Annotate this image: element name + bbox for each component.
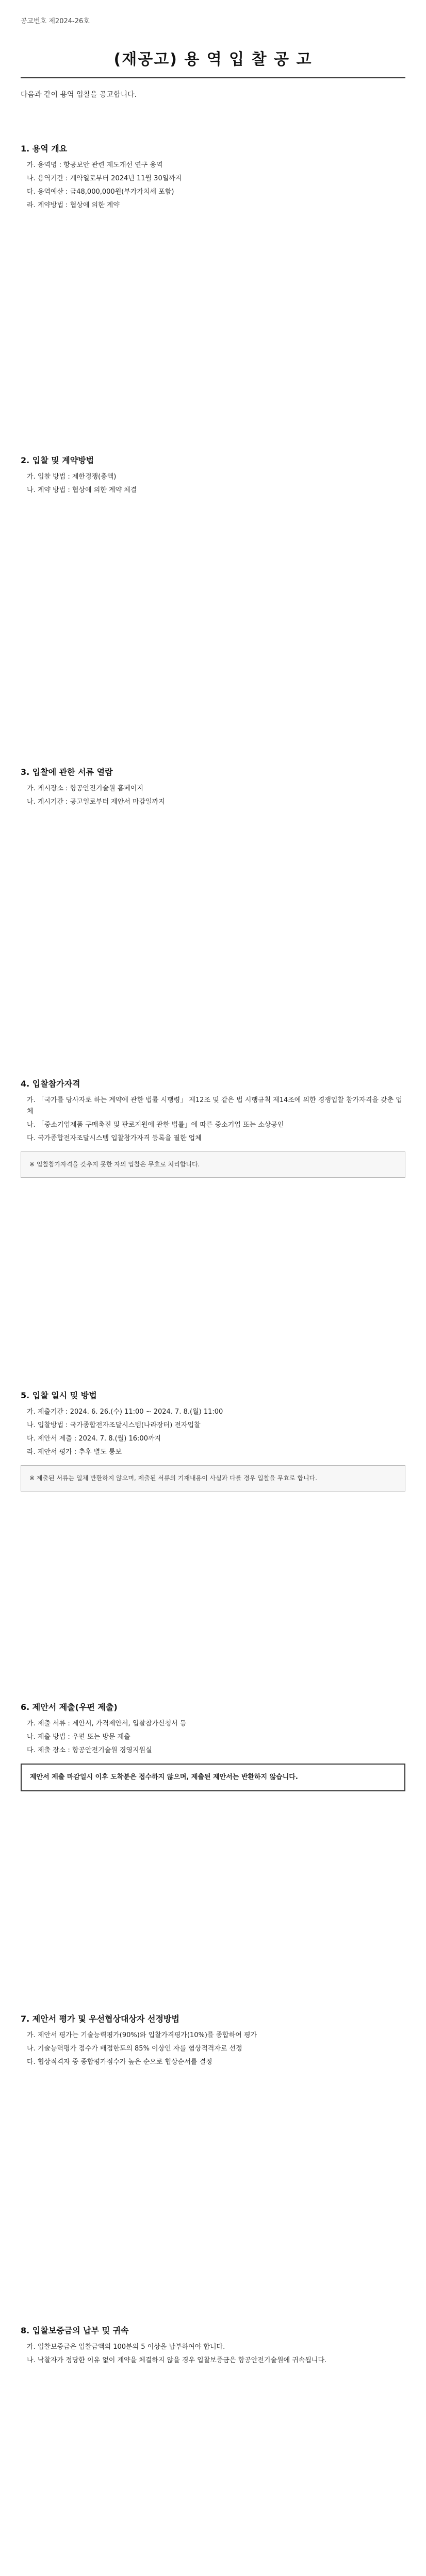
notice-body	[21, 129, 405, 2576]
section-7	[21, 2013, 405, 2311]
section-item: 나. 계약 방법 : 협상에 의한 계약 체결	[27, 486, 137, 494]
intro-text: 다음과 같이 용역 입찰을 공고합니다.	[21, 91, 137, 99]
section-item: 가. 제출 서류 : 제안서, 가격제안서, 입찰참가신청서 등	[27, 1720, 187, 1727]
section-2	[21, 455, 405, 752]
section-item: 나. 낙찰자가 정당한 이유 없이 계약을 체결하지 않을 경우 입찰보증금은 항공안전기술원에 귀속됩니다.	[27, 2357, 327, 2364]
title-divider	[21, 77, 405, 78]
section-heading: 8. 입찰보증금의 납부 및 귀속	[21, 2326, 129, 2335]
section-1	[21, 143, 405, 440]
section-item: 나. 기술능력평가 점수가 배점한도의 85% 이상인 자를 협상적격자로 선정	[27, 2045, 242, 2053]
section-heading: 2. 입찰 및 계약방법	[21, 455, 94, 465]
section-item: 나. 게시기간 : 공고일로부터 제안서 마감일까지	[27, 798, 165, 806]
section-8	[21, 2325, 405, 2576]
section-item: 나. 용역기간 : 계약일로부터 2024년 11월 30일까지	[27, 175, 182, 182]
section-heading: 3. 입찰에 관한 서류 열람	[21, 767, 113, 777]
section-item: 가. 용역명 : 항공보안 관련 제도개선 연구 용역	[27, 161, 163, 169]
section-item: 가. 입찰 방법 : 제한경쟁(총액)	[27, 473, 117, 481]
section-4	[21, 1078, 405, 1376]
section-item: 가. 게시장소 : 항공안전기술원 홈페이지	[27, 785, 143, 792]
section-heading: 5. 입찰 일시 및 방법	[21, 1391, 97, 1400]
section-item: 가. 제안서 평가는 기술능력평가(90%)와 입찰가격평가(10%)를 종합하여 평가	[27, 2031, 257, 2039]
section-note: ※ 입찰참가자격을 갖추지 못한 자의 입찰은 무효로 처리합니다.	[21, 1151, 405, 1178]
section-heading: 6. 제안서 제출(우편 제출)	[21, 1702, 118, 1712]
section-item: 가. 제출기간 : 2024. 6. 26.(수) 11:00 ~ 2024. 7. 8.(월) 11:00	[27, 1408, 223, 1416]
section-item: 다. 협상적격자 중 종합평가점수가 높은 순으로 협상순서를 결정	[27, 2058, 212, 2066]
section-heading: 4. 입찰참가자격	[21, 1079, 80, 1089]
section-item: 다. 국가종합전자조달시스템 입찰참가자격 등록을 필한 업체	[27, 1134, 202, 1142]
section-note: ※ 제출된 서류는 일체 반환하지 않으며, 제출된 서류의 기재내용이 사실과 다를 경우 입찰을 무효로 합니다.	[21, 1465, 405, 1492]
section-item: 나. 「중소기업제품 구매촉진 및 판로지원에 관한 법률」에 따른 중소기업 또는 소상공인	[27, 1121, 284, 1129]
section-highlight: 제안서 제출 마감일시 이후 도착분은 접수하지 않으며, 제출된 제안서는 반환하지 않습니다.	[21, 1764, 405, 1791]
section-5	[21, 1390, 405, 1687]
section-item: 나. 입찰방법 : 국가종합전자조달시스템(나라장터) 전자입찰	[27, 1421, 201, 1429]
section-item: 다. 제안서 제출 : 2024. 7. 8.(월) 16:00까지	[27, 1435, 161, 1443]
section-item: 가. 「국가를 당사자로 하는 계약에 관한 법률 시행령」 제12조 및 같은 법 시행규칙 제14조에 의한 경쟁입찰 참가자격을 갖춘 업체	[27, 1096, 402, 1115]
section-heading: 1. 용역 개요	[21, 144, 68, 154]
page-title: (재공고) 용 역 입 찰 공 고	[113, 50, 313, 69]
section-3	[21, 767, 405, 1064]
section-item: 다. 제출 장소 : 항공안전기술원 경영지원실	[27, 1747, 152, 1754]
section-item: 다. 용역예산 : 금48,000,000원(부가가치세 포함)	[27, 188, 174, 196]
section-6	[21, 1702, 405, 1999]
section-item: 라. 제안서 평가 : 추후 별도 통보	[27, 1448, 122, 1456]
section-item: 가. 입찰보증금은 입찰금액의 100분의 5 이상을 납부하여야 합니다.	[27, 2343, 225, 2351]
section-heading: 7. 제안서 평가 및 우선협상대상자 선정방법	[21, 2014, 179, 2024]
notice-number: 공고번호 제2024-26호	[21, 18, 90, 25]
section-item: 라. 계약방법 : 협상에 의한 계약	[27, 201, 120, 209]
section-item: 나. 제출 방법 : 우편 또는 방문 제출	[27, 1733, 130, 1741]
